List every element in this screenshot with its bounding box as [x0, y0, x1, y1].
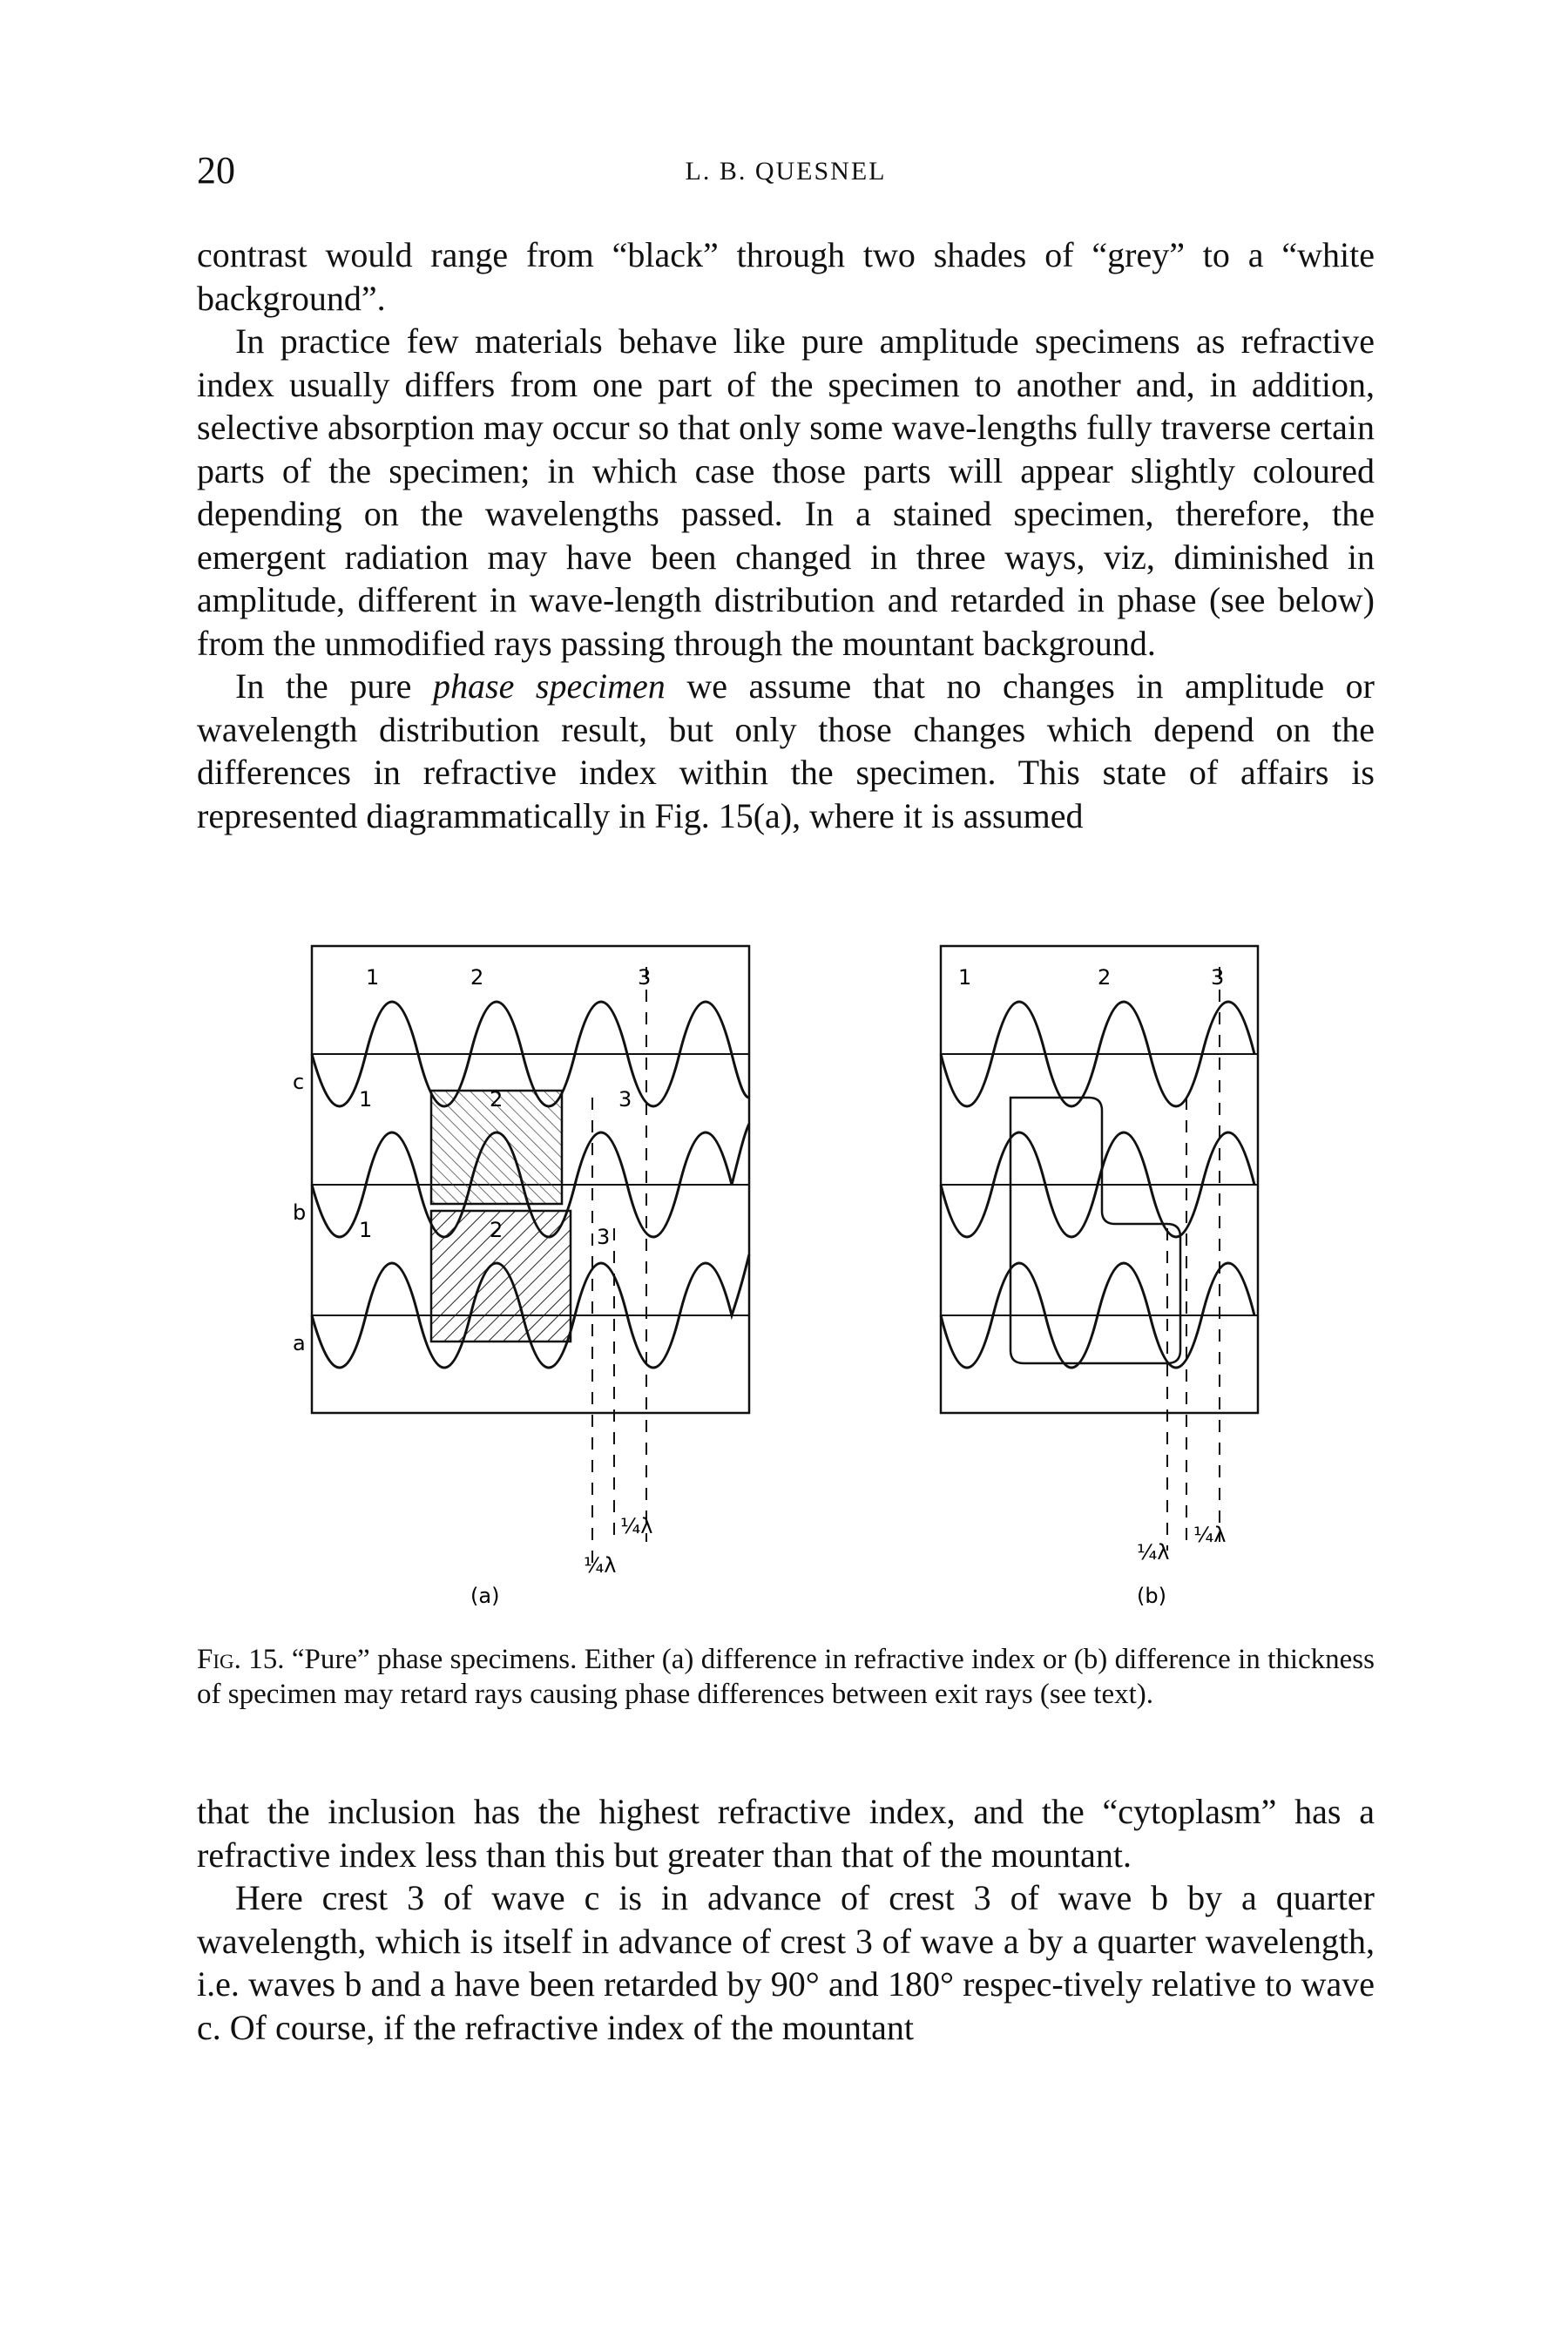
paragraph-inclusion: that the inclusion has the highest refractive index, and the “cytoplasm” has a refractive index less than this but greater than that of the mountant.: [197, 1792, 1375, 1875]
phase-text-before: In the pure: [235, 666, 434, 706]
panel-a-crest-a1: 1: [359, 1218, 373, 1242]
panel-a-crest-a2: 2: [490, 1218, 504, 1242]
panel-a-quarter-label-1: ¼λ: [620, 1514, 653, 1538]
running-head: L. B. QUESNEL: [685, 157, 887, 186]
panel-a-crest-a3: 3: [597, 1225, 611, 1249]
figure-caption: [197, 1642, 1375, 1712]
paragraph-continuation: contrast would range from “black” through two shades of “grey” to a “white background”.: [197, 235, 1375, 318]
caption-text: “Pure” phase specimens. Either (a) difference in refractive index or (b) difference in thickness of specimen may retard rays causing phase differences between exit rays (see text).: [197, 1644, 1375, 1710]
panel-a-crest-b1: 1: [359, 1087, 373, 1112]
paragraph-phase-specimen: [197, 665, 1375, 837]
panel-b-crest-c2: 2: [1098, 965, 1112, 990]
panel-a-crest-c2: 2: [470, 965, 484, 990]
page-header: [197, 148, 1375, 200]
panel-a-wave-label-a: a: [293, 1331, 306, 1355]
panel-b-quarter-label-2: ¼λ: [1137, 1540, 1170, 1565]
phase-text-emphasis: phase specimen: [433, 666, 666, 706]
bottom-text: [197, 1790, 1375, 2049]
paragraph-practice: In practice few materials behave like pure amplitude specimens as refractive index usually differs from one part of the specimen to another and, in addition, selective absorption may occur so that only some wave-lengths fully traverse certain parts of the specimen; in which case those parts will appear slightly coloured depending on the wavelengths passed. In a stained specimen, therefore, the emergent radiation may have been changed in three ways, viz, diminished in amplitude, different in wave-length distribution and retarded in phase (see below) from the unmodified rays passing through the mountant background.: [197, 321, 1375, 663]
panel-a-crest-b2: 2: [490, 1087, 504, 1112]
top-text: [197, 233, 1375, 837]
panel-a-wave-label-b: b: [293, 1200, 307, 1225]
panel-b-crest-c1: 1: [958, 965, 972, 990]
panel-a-quarter-label-2: ¼λ: [584, 1553, 617, 1578]
panel-b: [941, 946, 1258, 1608]
phase-text-after: we assume that no changes in amplitude or wavelength distribution result, but only those changes which depend on the differences in refractive index within the specimen. This state of affairs is represented diagrammatically in Fig. 15(a), where it is assumed: [197, 666, 1375, 835]
panel-a-crest-b3: 3: [618, 1087, 632, 1112]
panel-a: [293, 946, 749, 1608]
panel-b-quarter-label-1: ¼λ: [1193, 1523, 1227, 1547]
page-number: 20: [197, 149, 235, 192]
panel-a-label: (a): [470, 1584, 500, 1608]
panel-b-label: (b): [1137, 1584, 1166, 1608]
panel-a-crest-c3: 3: [638, 965, 652, 990]
panel-a-wave-label-c: c: [293, 1070, 305, 1094]
panel-a-crest-c1: 1: [366, 965, 380, 990]
caption-label: Fig. 15.: [197, 1644, 285, 1675]
figure-15: [261, 932, 1307, 1620]
panel-b-crest-c3: 3: [1211, 965, 1225, 990]
paragraph-crest: Here crest 3 of wave c is in advance of crest 3 of wave b by a quarter wavelength, which is itself in advance of crest 3 of wave a by a quarter wavelength, i.e. waves b and a have been retarded by 90° and 180° respec-tively relative to wave c. Of course, if the refractive index of the mountant: [197, 1878, 1375, 2047]
